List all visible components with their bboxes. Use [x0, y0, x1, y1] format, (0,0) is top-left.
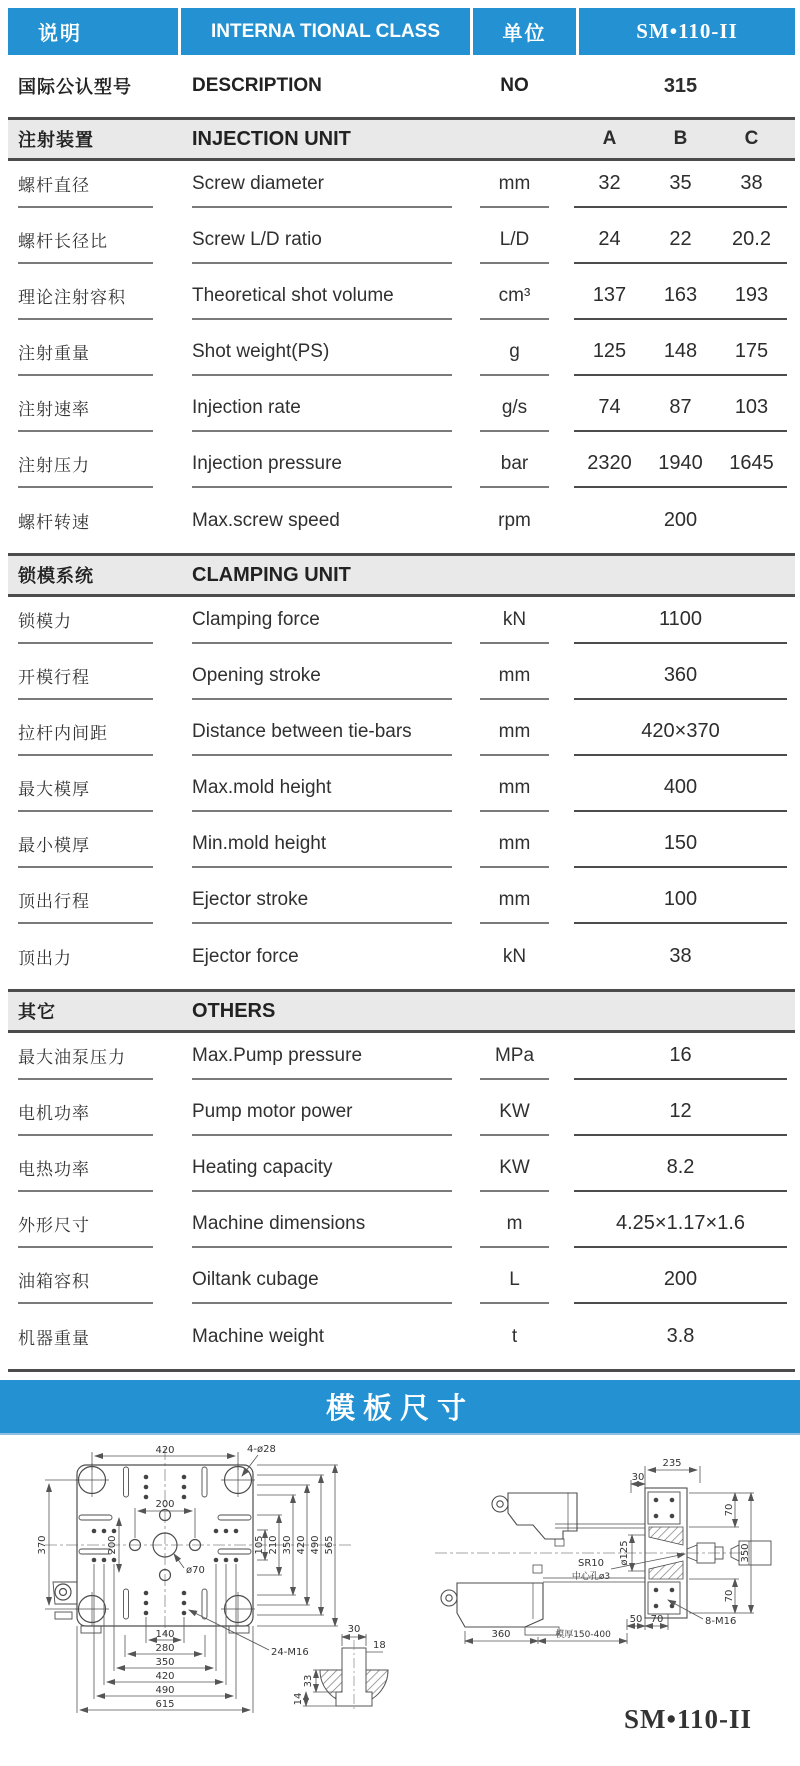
tslot-detail: [293, 1624, 388, 1712]
dim-200-v: 200: [107, 1535, 118, 1555]
label-center-hole: 中心孔ø3: [571, 1572, 611, 1582]
section-en: OTHERS: [192, 999, 276, 1022]
row-shot-volume: 理论注射容积 Theoretical shot volume cm³ 137 163 193: [8, 273, 795, 329]
dim-490-v: 490: [310, 1535, 321, 1555]
dimensions: [37, 1444, 338, 1713]
dim-420-v: 420: [296, 1535, 307, 1555]
row-pump-pressure: 最大油泵压力 Max.Pump pressure MPa 16: [8, 1033, 795, 1089]
dim-105: 105: [254, 1535, 265, 1555]
section-injection-unit: [8, 117, 795, 161]
header-model: SM•110-II: [579, 8, 795, 55]
dim-24-m16: 24-M16: [271, 1647, 309, 1658]
platen-front-drawing: [15, 1440, 390, 1766]
section-en: CLAMPING UNIT: [192, 563, 351, 586]
section-en: INJECTION UNIT: [192, 127, 351, 150]
section-cn: 其它: [18, 1002, 56, 1022]
dim-70-bottom: 70: [724, 1589, 735, 1603]
description-en: DESCRIPTION: [192, 75, 322, 96]
row-oiltank-cubage: 油箱容积 Oiltank cubage L 200: [8, 1257, 795, 1313]
platen-side-drawing: [405, 1443, 795, 1766]
row-shot-weight: 注射重量 Shot weight(PS) g 125 148 175: [8, 329, 795, 385]
row-tiebar-distance: 拉杆内间距 Distance between tie-bars mm 420×370: [8, 709, 795, 765]
dim-70-bolt: 70: [650, 1614, 664, 1625]
section-cn: 注射装置: [18, 130, 94, 150]
abc-columns: [574, 120, 787, 158]
dim-565: 565: [324, 1535, 335, 1555]
description-row: [8, 55, 795, 117]
dim-18: 18: [373, 1640, 386, 1651]
dim-235: 235: [662, 1458, 682, 1469]
section-cn: 锁模系统: [18, 566, 94, 586]
header-international-class: INTERNA TIONAL CLASS: [181, 8, 470, 55]
label-mold-thickness: 模厚150-400: [555, 1630, 611, 1640]
section-clamping-unit: [8, 553, 795, 597]
row-machine-dimensions: 外形尺寸 Machine dimensions m 4.25×1.17×1.6: [8, 1201, 795, 1257]
description-value: 315: [663, 74, 698, 97]
dim-420-b: 420: [155, 1671, 175, 1682]
dim-30: 30: [347, 1624, 361, 1635]
row-injection-rate: 注射速率 Injection rate g/s 74 87 103: [8, 385, 795, 441]
row-clamping-force: 锁模力 Clamping force kN 1100: [8, 597, 795, 653]
dim-350-b: 350: [155, 1657, 175, 1668]
row-machine-weight: 机器重量 Machine weight t 3.8: [18, 1325, 695, 1348]
platen-size-title-band: [0, 1380, 800, 1435]
row-min-mold-height: 最小模厚 Min.mold height mm 150: [8, 821, 795, 877]
dim-615: 615: [155, 1699, 175, 1710]
row-ejector-force: 顶出力 Ejector force kN 38: [18, 945, 692, 968]
dim-50: 50: [629, 1614, 643, 1625]
dim-o125: ø125: [619, 1540, 630, 1566]
header-cn: 说明: [8, 8, 178, 55]
dim-200-h: 200: [155, 1499, 175, 1510]
row-screw-speed: 螺杆转速 Max.screw speed rpm 200: [18, 509, 698, 532]
dim-490-b: 490: [155, 1685, 175, 1696]
row-heating-capacity: 电热功率 Heating capacity KW 8.2: [8, 1145, 795, 1201]
dim-33: 33: [303, 1674, 314, 1688]
description-cn: 国际公认型号: [18, 77, 132, 97]
row-screw-diameter: 螺杆直径 Screw diameter mm 32 35 38: [8, 161, 795, 217]
dim-140: 140: [155, 1629, 175, 1640]
label-sr10: SR10: [577, 1558, 605, 1569]
dim-4-o28: 4-ø28: [247, 1444, 276, 1455]
header-unit: 单位: [473, 8, 576, 55]
table-header: [8, 8, 795, 55]
spec-table: [8, 8, 795, 1372]
dim-350: 350: [740, 1543, 751, 1563]
dim-420-top: 420: [155, 1445, 175, 1456]
row-opening-stroke: 开模行程 Opening stroke mm 360: [8, 653, 795, 709]
dimensions: [465, 1458, 754, 1644]
row-ejector-stroke: 顶出行程 Ejector stroke mm 100: [8, 877, 795, 933]
platen-size-title: 模板尺寸: [325, 1393, 474, 1425]
dim-350-v: 350: [282, 1535, 293, 1555]
col-a: A: [602, 128, 617, 149]
col-b: B: [673, 128, 688, 149]
dim-210: 210: [268, 1535, 279, 1555]
dim-280: 280: [155, 1643, 175, 1654]
dim-360: 360: [491, 1629, 511, 1640]
model-label: SM•110-II: [624, 1704, 752, 1734]
dim-14: 14: [293, 1692, 304, 1706]
table-bottom-border: [8, 1369, 795, 1372]
dim-o70: ø70: [186, 1565, 205, 1576]
row-screw-ld-ratio: 螺杆长径比 Screw L/D ratio L/D 24 22 20.2: [8, 217, 795, 273]
section-others: [8, 989, 795, 1033]
dim-70-top: 70: [724, 1503, 735, 1517]
dim-8-m16: 8-M16: [705, 1616, 737, 1627]
col-c: C: [744, 128, 759, 149]
dim-370: 370: [37, 1535, 48, 1555]
description-unit: NO: [500, 75, 529, 96]
row-max-mold-height: 最大模厚 Max.mold height mm 400: [8, 765, 795, 821]
dim-30: 30: [631, 1472, 645, 1483]
row-injection-pressure: 注射压力 Injection pressure bar 2320 1940 1645: [8, 441, 795, 497]
row-motor-power: 电机功率 Pump motor power KW 12: [8, 1089, 795, 1145]
